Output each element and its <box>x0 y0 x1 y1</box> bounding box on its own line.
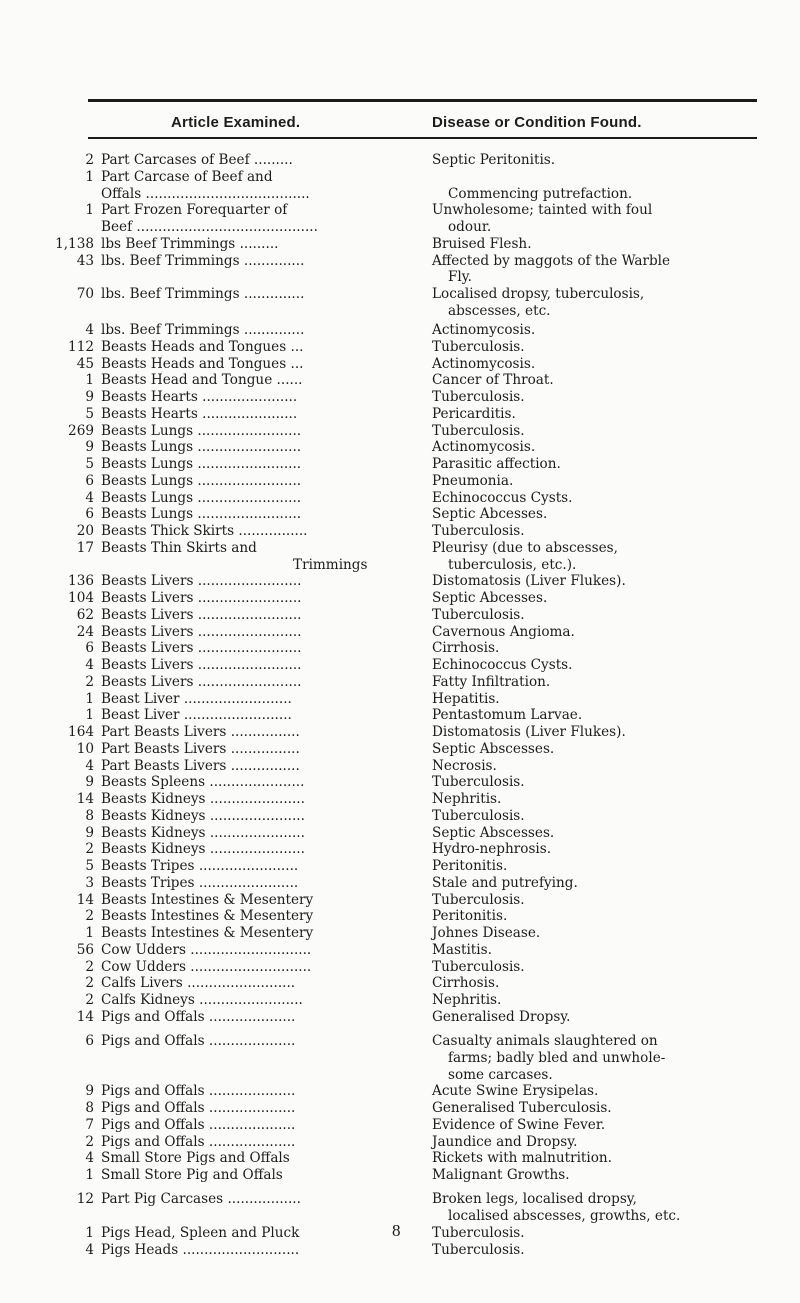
row-article: Beasts Kidneys ...................... <box>101 824 305 841</box>
row-disease: Peritonitis. <box>432 908 508 925</box>
row-article: Beasts Lungs ........................ <box>101 456 302 472</box>
row-disease: Septic Abscesses. <box>432 824 555 841</box>
row-article: Part Beasts Livers ................ <box>101 757 300 774</box>
row-quantity: 164 <box>68 724 94 740</box>
row-quantity: 1 <box>85 690 94 707</box>
row-quantity: 4 <box>85 489 94 506</box>
row-quantity: 2 <box>85 908 94 925</box>
row-quantity: 62 <box>76 606 94 623</box>
row-quantity: 2 <box>85 975 94 992</box>
row-disease: Distomatosis (Liver Flukes). <box>432 724 626 740</box>
row-quantity: 24 <box>76 623 94 640</box>
row-quantity: 1 <box>85 707 94 724</box>
row-quantity: 9 <box>85 439 94 456</box>
row-article: Cow Udders ............................ <box>101 958 312 975</box>
row-article: Beasts Heads and Tongues ... <box>101 338 304 355</box>
row-disease: Hepatitis. <box>432 690 500 707</box>
row-quantity: 56 <box>76 941 94 958</box>
row-disease: Evidence of Swine Fever. <box>432 1116 606 1133</box>
row-article: Beasts Tripes ....................... <box>101 858 299 874</box>
row-article: Pigs and Offals .................... <box>101 1033 296 1050</box>
row-disease: Tuberculosis. <box>432 891 525 908</box>
row-article: Cow Udders ............................ <box>101 941 312 958</box>
row-quantity: 9 <box>85 389 94 405</box>
row-quantity: 12 <box>76 1191 94 1208</box>
row-article: lbs. Beef Trimmings .............. <box>101 322 305 338</box>
row-disease: Acute Swine Erysipelas. <box>432 1083 599 1100</box>
row-disease: Nephritis. <box>432 791 502 807</box>
row-disease: Fatty Infiltration. <box>432 673 551 690</box>
row-disease: Fly. <box>448 269 472 286</box>
row-disease: Pneumonia. <box>432 472 514 489</box>
row-quantity: 6 <box>85 1033 94 1050</box>
row-quantity: 10 <box>76 740 94 757</box>
row-article: Small Store Pig and Offals <box>101 1167 283 1184</box>
row-disease: Septic Peritonitis. <box>432 152 556 168</box>
row-disease: Cirrhosis. <box>432 640 500 657</box>
row-article: Part Frozen Forequarter of <box>101 202 288 219</box>
row-disease: Echinococcus Cysts. <box>432 657 573 673</box>
row-quantity: 6 <box>85 506 94 523</box>
row-disease: Tuberculosis. <box>432 807 525 824</box>
row-disease: Peritonitis. <box>432 858 508 874</box>
row-article: Beasts Heads and Tongues ... <box>101 355 304 372</box>
row-disease: Tuberculosis. <box>432 774 525 791</box>
row-quantity: 5 <box>85 858 94 874</box>
row-article: Pigs and Offals .................... <box>101 1008 296 1025</box>
row-quantity: 6 <box>85 640 94 657</box>
row-article: Small Store Pigs and Offals <box>101 1150 290 1167</box>
row-article: Calfs Livers ......................... <box>101 975 296 992</box>
row-article: Beasts Hearts ...................... <box>101 389 298 405</box>
row-quantity: 3 <box>85 874 94 891</box>
row-quantity: 17 <box>76 539 94 556</box>
row-quantity: 2 <box>85 1133 94 1150</box>
row-disease: Actinomycosis. <box>432 355 536 372</box>
row-disease: Tuberculosis. <box>432 1241 525 1258</box>
row-article: Beasts Kidneys ...................... <box>101 807 305 824</box>
row-quantity: 14 <box>76 891 94 908</box>
row-article: Pigs and Offals .................... <box>101 1133 296 1150</box>
row-article: Offals ...................................... <box>101 185 310 202</box>
row-disease: Actinomycosis. <box>432 322 536 338</box>
row-article: Part Beasts Livers ................ <box>101 740 300 757</box>
row-disease: Commencing putrefaction. <box>448 185 633 202</box>
row-article: lbs. Beef Trimmings .............. <box>101 252 305 269</box>
row-article: Beasts Lungs ........................ <box>101 472 302 489</box>
row-quantity: 4 <box>85 1241 94 1258</box>
row-article: Beasts Livers ........................ <box>101 623 302 640</box>
row-disease: Malignant Growths. <box>432 1167 570 1184</box>
row-article: Part Carcases of Beef ......... <box>101 152 293 168</box>
row-disease: Casualty animals slaughtered on <box>432 1033 658 1050</box>
row-disease: Localised dropsy, tuberculosis, <box>432 286 645 302</box>
row-article: Pigs and Offals .................... <box>101 1116 296 1133</box>
row-article: Beast Liver ......................... <box>101 707 292 724</box>
row-quantity: 1 <box>85 202 94 219</box>
row-disease: Nephritis. <box>432 992 502 1008</box>
row-article: Beasts Thick Skirts ................ <box>101 523 308 539</box>
row-quantity: 20 <box>76 523 94 539</box>
row-article: Part Beasts Livers ................ <box>101 724 300 740</box>
row-disease: Septic Abcesses. <box>432 590 548 606</box>
row-quantity: 4 <box>85 757 94 774</box>
row-article: Part Carcase of Beef and <box>101 168 273 185</box>
row-disease: Stale and putrefying. <box>432 874 578 891</box>
row-quantity: 2 <box>85 152 94 168</box>
row-quantity: 9 <box>85 1083 94 1100</box>
row-quantity: 4 <box>85 657 94 673</box>
row-disease: Unwholesome; tainted with foul <box>432 202 653 219</box>
row-article: Beasts Spleens ...................... <box>101 774 305 791</box>
row-disease: Distomatosis (Liver Flukes). <box>432 573 626 590</box>
row-article: Beef .......................................... <box>101 219 318 235</box>
row-article: Beasts Intestines & Mesentery <box>101 891 314 908</box>
row-disease: some carcases. <box>448 1066 553 1083</box>
row-disease: Tuberculosis. <box>432 338 525 355</box>
row-article: Beasts Hearts ...................... <box>101 405 298 422</box>
row-quantity: 8 <box>85 807 94 824</box>
row-article: Beasts Intestines & Mesentery <box>101 908 314 925</box>
row-disease: Cancer of Throat. <box>432 372 554 389</box>
row-disease: Jaundice and Dropsy. <box>432 1133 578 1150</box>
row-article: Beasts Kidneys ...................... <box>101 791 305 807</box>
row-disease: Hydro-nephrosis. <box>432 841 552 858</box>
row-disease: Pericarditis. <box>432 405 516 422</box>
row-article: Beasts Livers ........................ <box>101 590 302 606</box>
row-article: Beasts Livers ........................ <box>101 657 302 673</box>
row-quantity: 1 <box>85 168 94 185</box>
row-article: Pigs Heads ........................... <box>101 1241 300 1258</box>
row-article: Beasts Head and Tongue ...... <box>101 372 303 389</box>
row-quantity: 5 <box>85 405 94 422</box>
row-article: lbs. Beef Trimmings .............. <box>101 286 305 302</box>
row-disease: Septic Abcesses. <box>432 506 548 523</box>
row-disease: abscesses, etc. <box>448 302 551 319</box>
row-article: Beasts Livers ........................ <box>101 573 302 590</box>
row-disease: Cirrhosis. <box>432 975 500 992</box>
article-column-header: Article Examined. <box>171 114 301 131</box>
row-quantity: 112 <box>68 338 94 355</box>
row-quantity: 4 <box>85 1150 94 1167</box>
row-article: Trimmings <box>293 556 368 573</box>
row-quantity: 9 <box>85 774 94 791</box>
row-article: Beasts Lungs ........................ <box>101 439 302 456</box>
row-quantity: 104 <box>68 590 94 606</box>
row-disease: Tuberculosis. <box>432 958 525 975</box>
row-article: Beasts Livers ........................ <box>101 673 302 690</box>
row-disease: Parasitic affection. <box>432 456 561 472</box>
page-number: 8 <box>392 1221 401 1240</box>
row-quantity: 5 <box>85 456 94 472</box>
row-quantity: 1 <box>85 1167 94 1184</box>
disease-column-header: Disease or Condition Found. <box>432 114 642 131</box>
row-disease: Tuberculosis. <box>432 389 525 405</box>
row-disease: farms; badly bled and unwhole- <box>448 1049 666 1066</box>
row-disease: Mastitis. <box>432 941 492 958</box>
row-disease: Pentastomum Larvae. <box>432 707 583 724</box>
row-article: Beasts Lungs ........................ <box>101 489 302 506</box>
row-quantity: 7 <box>85 1116 94 1133</box>
row-article: Beasts Livers ........................ <box>101 640 302 657</box>
row-article: Pigs Head, Spleen and Pluck <box>101 1224 300 1241</box>
row-quantity: 70 <box>76 286 94 302</box>
row-quantity: 4 <box>85 322 94 338</box>
row-quantity: 2 <box>85 841 94 858</box>
row-quantity: 2 <box>85 992 94 1008</box>
row-article: Beasts Kidneys ...................... <box>101 841 305 858</box>
row-article: Beasts Intestines & Mesentery <box>101 925 314 941</box>
row-quantity: 1 <box>85 925 94 941</box>
row-quantity: 6 <box>85 472 94 489</box>
row-article: Beast Liver ......................... <box>101 690 292 707</box>
row-disease: Tuberculosis. <box>432 422 525 439</box>
row-disease: tuberculosis, etc.). <box>448 556 577 573</box>
row-article: Beasts Lungs ........................ <box>101 422 302 439</box>
row-disease: Broken legs, localised dropsy, <box>432 1191 637 1208</box>
row-disease: Tuberculosis. <box>432 606 525 623</box>
row-disease: odour. <box>448 219 492 235</box>
row-disease: Affected by maggots of the Warble <box>432 252 671 269</box>
row-article: Beasts Thin Skirts and <box>101 539 257 556</box>
row-quantity: 14 <box>76 1008 94 1025</box>
row-disease: Tuberculosis. <box>432 1224 525 1241</box>
row-article: Part Pig Carcases ................. <box>101 1191 301 1208</box>
row-quantity: 9 <box>85 824 94 841</box>
row-disease: Actinomycosis. <box>432 439 536 456</box>
row-article: Pigs and Offals .................... <box>101 1100 296 1117</box>
row-quantity: 14 <box>76 791 94 807</box>
row-disease: Generalised Dropsy. <box>432 1008 571 1025</box>
row-article: lbs Beef Trimmings ......... <box>101 235 279 252</box>
row-quantity: 1,138 <box>55 235 94 252</box>
row-article: Pigs and Offals .................... <box>101 1083 296 1100</box>
row-article: Beasts Livers ........................ <box>101 606 302 623</box>
row-quantity: 269 <box>68 422 94 439</box>
row-article: Beasts Tripes ....................... <box>101 874 299 891</box>
row-article: Calfs Kidneys ........................ <box>101 992 303 1008</box>
row-quantity: 43 <box>76 252 94 269</box>
row-disease: Echinococcus Cysts. <box>432 489 573 506</box>
row-disease: Bruised Flesh. <box>432 235 532 252</box>
row-quantity: 2 <box>85 673 94 690</box>
row-disease: Johnes Disease. <box>432 925 541 941</box>
row-quantity: 2 <box>85 958 94 975</box>
row-quantity: 45 <box>76 355 94 372</box>
row-disease: Necrosis. <box>432 757 497 774</box>
row-quantity: 1 <box>85 1224 94 1241</box>
row-quantity: 8 <box>85 1100 94 1117</box>
row-article: Beasts Lungs ........................ <box>101 506 302 523</box>
row-quantity: 1 <box>85 372 94 389</box>
row-disease: Pleurisy (due to abscesses, <box>432 539 618 556</box>
row-disease: Generalised Tuberculosis. <box>432 1100 612 1117</box>
row-disease: localised abscesses, growths, etc. <box>448 1208 681 1225</box>
row-disease: Septic Abscesses. <box>432 740 555 757</box>
row-disease: Rickets with malnutrition. <box>432 1150 612 1167</box>
row-quantity: 136 <box>68 573 94 590</box>
row-disease: Cavernous Angioma. <box>432 623 575 640</box>
row-disease: Tuberculosis. <box>432 523 525 539</box>
